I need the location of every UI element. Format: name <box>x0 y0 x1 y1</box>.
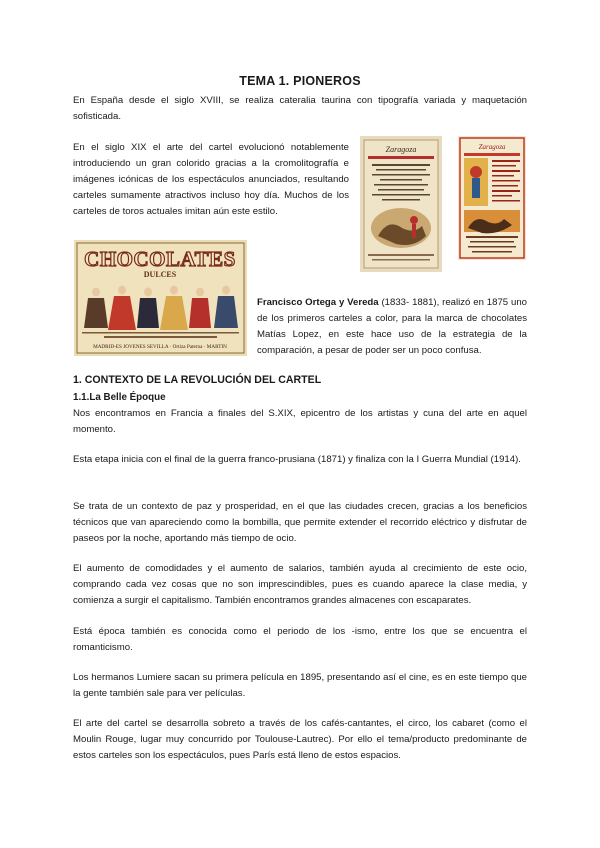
paragraph-comodidades: El aumento de comodidades y el aumento de salarios, también ayuda al crecimiento de este ocio, comprando cada vez cosas que no son imprescindibles, pues es cuando aparece la clase media, y comienza a surgir el capitalismo. También encontramos grandes almacenes con escaparates. <box>73 563 527 606</box>
ortega-paragraph <box>257 295 527 359</box>
bullfight-poster-2-headline: Zaragoza <box>478 143 506 151</box>
paragraph-lumiere: Los hermanos Lumiere sacan su primera película en 1895, presentando así el cine, es en este tiempo que la gente también sale para ver películas. <box>73 672 527 699</box>
chocolates-headline: CHOCOLATES <box>84 247 236 271</box>
paragraph-guerra: Esta etapa inicia con el final de la guerra franco-prusiana (1871) y finaliza con la I Guerra Mundial (1914). <box>73 454 521 465</box>
subsection-heading-belle-epoque: 1.1.La Belle Époque <box>73 392 166 403</box>
siglo-xix-paragraph: En el siglo XIX el arte del cartel evolucionó notablemente introduciendo un gran colorido gracias a la cromolitografía e imágenes icónicas de los espectáculos anunciados, resultando carteles sumamente atractivos incluso hoy día. Muchos de los carteles de toros actuales imitan aún este estilo. <box>73 142 349 217</box>
chocolates-subline: DULCES <box>143 270 177 279</box>
paragraph-ismo: Está época también es conocida como el periodo de los -ismo, entre los que se encuentra el romanticismo. <box>73 626 527 653</box>
page-title: TEMA 1. PIONEROS <box>239 74 361 88</box>
chocolates-poster-image <box>74 240 247 356</box>
bullfight-poster-1-headline: Zaragoza <box>385 145 417 154</box>
ortega-name: Francisco Ortega y Vereda <box>257 297 379 308</box>
section-heading-contexto: 1. CONTEXTO DE LA REVOLUCIÓN DEL CARTEL <box>73 374 322 386</box>
paragraph-paz-prosperidad: Se trata de un contexto de paz y prosperidad, en el que las ciudades crecen, gracias a los beneficios técnicos que van apareciendo como la bombilla, que permite extender el recorrido eléctrico y disfrutar de paseos por la noche, aportando más tiempo de ocio. <box>73 501 527 544</box>
ortega-text: (1833- 1881), realizó en 1875 uno de los primeros carteles a color, para la marca de chocolates Matías Lopez, en este hace uso de la estrategia de la comparación, a pesar de poder ser un poco confusa. <box>257 297 527 356</box>
paragraph-arte-cartel: El arte del cartel se desarrolla sobreto a través de los cafés-cantantes, el circo, los cabaret (como el Moulin Rouge, lugar muy concurrido por Toulouse-Lautrec). Por ello el tema/producto predominante de estos carteles son los espectáculos, pues París está lleno de estos espacios. <box>73 718 527 761</box>
bullfight-poster-2-image <box>458 136 526 260</box>
bullfight-poster-1-image <box>360 136 442 272</box>
paragraph-francia: Nos encontramos en Francia a finales del S.XIX, epicentro de los artistas y cuna del arte en aquel momento. <box>73 408 527 435</box>
chocolates-footer: MADRID-ES JOVENES SEVILLA · Ortiza Paterna · MARTIN <box>93 344 227 350</box>
intro-paragraph: En España desde el siglo XVIII, se realiza cateralia taurina con tipografía variada y maquetación sofisticada. <box>73 95 527 122</box>
